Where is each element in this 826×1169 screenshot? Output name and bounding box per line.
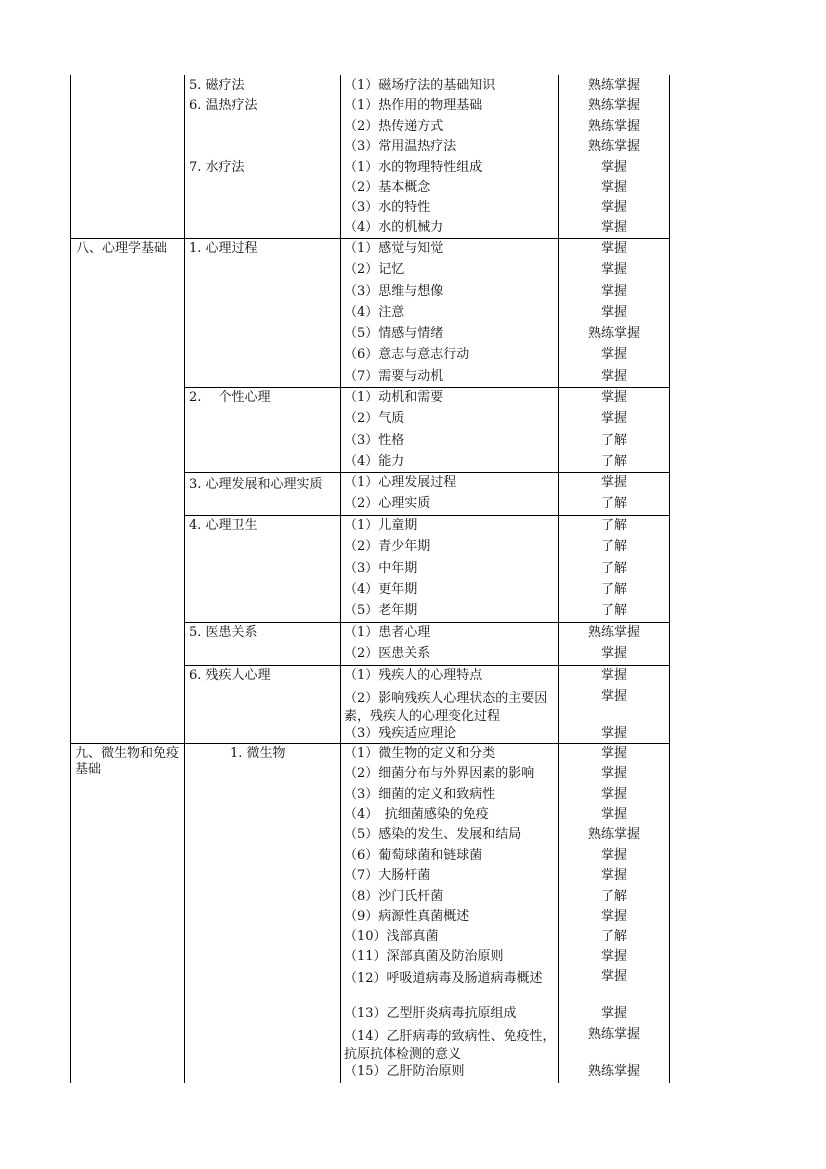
mastery-level: 掌握 [600,220,627,235]
mastery-level: 掌握 [600,787,627,802]
item-text: （7）大肠杆菌 [344,868,431,883]
column-divider-item [340,75,341,1083]
mastery-level: 掌握 [600,909,627,924]
item-text: （7）需要与动机 [344,369,444,384]
item-text: （2）影响残疾人心理状态的主要因素，残疾人的心理变化过程 [344,691,548,724]
item-text: （4）注意 [344,305,405,320]
mastery-level: 掌握 [600,241,627,256]
topic-title: 6. 残疾人心理 [189,668,271,683]
mastery-level: 熟练掌握 [587,78,640,93]
topic-title: 7. 水疗法 [189,160,245,175]
mastery-level: 了解 [600,929,627,944]
mastery-level: 掌握 [600,689,627,704]
mastery-level: 熟练掌握 [587,1027,640,1042]
item-text: （4）能力 [344,454,405,469]
mastery-level: 掌握 [600,475,627,490]
item-text: （8）沙门氏杆菌 [344,889,444,904]
mastery-level: 掌握 [600,766,627,781]
mastery-level: 掌握 [600,284,627,299]
mastery-level: 熟练掌握 [587,98,640,113]
item-text: （3）细菌的定义和致病性 [344,787,496,802]
item-text: （4） 抗细菌感染的免疫 [344,807,489,822]
mastery-level: 掌握 [600,262,627,277]
mastery-level: 掌握 [600,646,627,661]
column-divider-topic [184,75,185,1083]
item-text: （12）呼吸道病毒及肠道病毒概述 [344,971,543,986]
mastery-level: 掌握 [600,848,627,863]
item-text: （6）意志与意志行动 [344,347,470,362]
mastery-level: 了解 [600,454,627,469]
item-text: （1）动机和需要 [344,390,444,405]
mastery-level: 了解 [600,561,627,576]
mastery-level: 熟练掌握 [587,139,640,154]
mastery-level: 了解 [600,582,627,597]
mastery-level: 熟练掌握 [587,827,640,842]
mastery-level: 熟练掌握 [587,625,640,640]
item-text: （1）儿童期 [344,518,418,533]
mastery-level: 熟练掌握 [587,119,640,134]
item-text: （11）深部真菌及防治原则 [344,949,504,964]
item-text: （2）细菌分布与外界因素的影响 [344,766,535,781]
mastery-level: 掌握 [600,180,627,195]
mastery-level: 掌握 [600,668,627,683]
item-text: （5）老年期 [344,603,418,618]
item-text: （2）基本概念 [344,180,431,195]
item-text: （1）感觉与知觉 [344,241,444,256]
table-right-border [669,75,670,1083]
item-text: （2）热传递方式 [344,119,444,134]
item-text: （5）情感与情绪 [344,326,444,341]
mastery-level: 掌握 [600,411,627,426]
mastery-level: 了解 [600,496,627,511]
item-text: （2）记忆 [344,262,405,277]
item-text: （2）医患关系 [344,646,431,661]
item-text: （3）常用温热疗法 [344,139,457,154]
item-text: （5）感染的发生、发展和结局 [344,827,522,842]
item-text: （15）乙肝防治原则 [344,1064,465,1079]
item-text: （3）性格 [344,433,405,448]
item-text: （3）思维与想像 [344,284,444,299]
mastery-level: 了解 [600,433,627,448]
mastery-level: 掌握 [600,726,627,741]
mastery-level: 掌握 [600,369,627,384]
mastery-level: 掌握 [600,390,627,405]
mastery-level: 了解 [600,889,627,904]
topic-title: 1. 微生物 [230,746,286,761]
topic-title: 6. 温热疗法 [189,98,258,113]
topic-title: 3. 心理发展和心理实质 [189,477,323,492]
topic-title: 5. 医患关系 [189,625,258,640]
mastery-level: 掌握 [600,807,627,822]
item-text: （1）热作用的物理基础 [344,98,483,113]
item-text: （2）气质 [344,411,405,426]
item-text: （10）浅部真菌 [344,929,439,944]
item-text: （1）心理发展过程 [344,475,457,490]
topic-title: 1. 心理过程 [189,241,258,256]
mastery-level: 了解 [600,518,627,533]
item-text: （1）残疾人的心理特点 [344,668,483,683]
mastery-level: 熟练掌握 [587,326,640,341]
topic-title: 5. 磁疗法 [189,78,245,93]
table-left-border [70,75,71,1083]
item-text: （2）青少年期 [344,539,431,554]
item-text: （1）患者心理 [344,625,431,640]
item-text: （1）水的物理特性组成 [344,160,483,175]
mastery-level: 掌握 [600,949,627,964]
mastery-level: 掌握 [600,746,627,761]
item-text: （6）葡萄球菌和链球菌 [344,848,483,863]
mastery-level: 了解 [600,603,627,618]
mastery-level: 掌握 [600,1006,627,1021]
item-text: （1）微生物的定义和分类 [344,746,496,761]
item-text: （9）病源性真菌概述 [344,909,470,924]
mastery-level: 熟练掌握 [587,1064,640,1079]
item-text: （4）更年期 [344,582,418,597]
item-text: （2）心理实质 [344,496,431,511]
item-text: （4）水的机械力 [344,220,444,235]
item-text: （3）水的特性 [344,200,431,215]
topic-title: 2. 个性心理 [189,390,271,405]
mastery-level: 掌握 [600,305,627,320]
item-text: （3）残疾适应理论 [344,726,457,741]
section-title: 八、心理学基础 [76,241,168,256]
mastery-level: 掌握 [600,200,627,215]
mastery-level: 了解 [600,539,627,554]
mastery-level: 掌握 [600,969,627,984]
mastery-level: 掌握 [600,868,627,883]
mastery-level: 掌握 [600,160,627,175]
topic-title: 4. 心理卫生 [189,518,258,533]
mastery-level: 掌握 [600,347,627,362]
section-title: 九、微生物和免疫基础 [75,746,180,777]
item-text: （13）乙型肝炎病毒抗原组成 [344,1006,517,1021]
item-text: （14）乙肝病毒的致病性、免疫性，抗原抗体检测的意义 [344,1029,556,1062]
item-text: （1）磁场疗法的基础知识 [344,78,496,93]
item-text: （3）中年期 [344,561,418,576]
